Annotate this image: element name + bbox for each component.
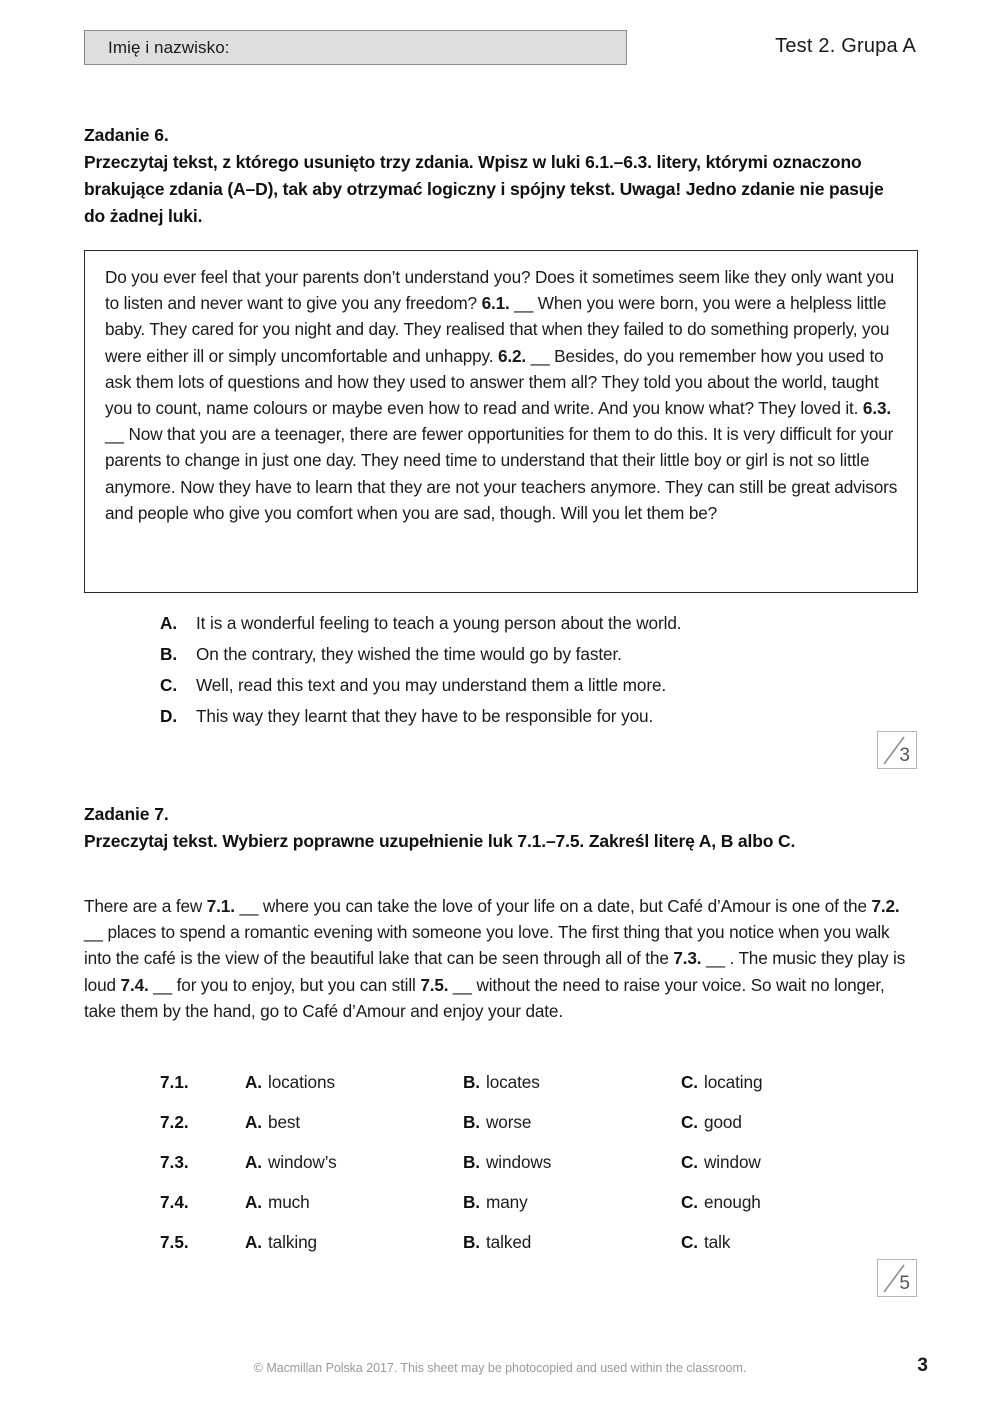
choice-a-text: locations — [268, 1072, 335, 1092]
name-field-label: Imię i nazwisko: — [108, 38, 230, 57]
choice-c[interactable] — [681, 1192, 860, 1213]
choice-a-text: much — [268, 1192, 310, 1212]
task-7-answer-grid — [160, 1072, 860, 1272]
passage-segment: __ Besides, do you remember how you used to ask them lots of questions and how they used to answer them all? They told you about the world, taught you to count, name colours or maybe even how to read and write. And you know what? They loved it. — [105, 345, 884, 419]
page-header — [84, 30, 916, 70]
choice-b-text: talked — [486, 1232, 532, 1252]
page-number: 3 — [917, 1355, 928, 1376]
choice-a-letter: A. — [245, 1232, 262, 1252]
passage-segment: __ for you to enjoy, but you can still — [148, 974, 421, 995]
choice-c-letter: C. — [681, 1112, 698, 1132]
option-text: On the contrary, they wished the time would go by faster. — [196, 644, 622, 664]
copyright-note: © Macmillan Polska 2017. This sheet may be photocopied and used within the classroom. — [253, 1361, 747, 1375]
choice-a[interactable] — [245, 1152, 463, 1173]
choice-b-text: locates — [486, 1072, 540, 1092]
choice-b[interactable] — [463, 1152, 681, 1173]
task-6-title: Zadanie 6. — [84, 125, 169, 145]
task-6-passage-text — [105, 264, 902, 526]
test-group-label: Test 2. Grupa A — [775, 35, 916, 57]
choice-c[interactable] — [681, 1152, 860, 1173]
choice-a-text: window’s — [268, 1152, 337, 1172]
choice-b-text: windows — [486, 1152, 552, 1172]
task-7-heading-block — [84, 801, 918, 855]
question-number: 7.2. — [160, 1112, 189, 1132]
task-6-instruction: Przeczytaj tekst, z którego usunięto trzy zdania. Wpisz w luki 6.1.–6.3. litery, którymi oznaczono brakujące zdania (A–D), tak aby otrzymać logiczny i spójny tekst. Uwaga! Jedno zdanie nie pasuje do żadnej luki. — [84, 152, 884, 226]
gap-marker: 7.5. — [420, 974, 449, 995]
list-item[interactable] — [160, 644, 860, 675]
choice-c-text: window — [704, 1152, 761, 1172]
question-number: 7.4. — [160, 1192, 189, 1212]
table-row — [160, 1072, 860, 1112]
choice-c-letter: C. — [681, 1192, 698, 1212]
passage-segment: Do you ever feel that your parents don’t understand you? Does it sometimes seem like they only want you to listen and never want to give you any freedom? — [105, 267, 894, 314]
choice-a[interactable] — [245, 1192, 463, 1213]
choice-a[interactable] — [245, 1112, 463, 1133]
choice-b[interactable] — [463, 1112, 681, 1133]
option-letter: B. — [160, 644, 178, 664]
option-letter: D. — [160, 706, 178, 726]
list-item[interactable] — [160, 675, 860, 706]
table-row — [160, 1192, 860, 1232]
task-6-score-value: 3 — [899, 745, 910, 766]
choice-c-letter: C. — [681, 1152, 698, 1172]
list-item[interactable] — [160, 613, 860, 644]
gap-marker: 7.4. — [120, 974, 149, 995]
option-text: This way they learnt that they have to be responsible for you. — [196, 706, 654, 726]
gap-marker: 7.2. — [871, 896, 900, 916]
task-7-score-box[interactable] — [877, 1259, 917, 1297]
gap-marker: 6.2. — [497, 345, 527, 366]
gap-marker: 7.1. — [206, 896, 235, 916]
table-row — [160, 1112, 860, 1152]
choice-a-letter: A. — [245, 1112, 262, 1132]
passage-segment: __ places to spend a romantic evening with someone you love. The first thing that you notice when you walk into the café is the view of the beautiful lake that can be seen through all of the — [84, 922, 890, 969]
choice-b-letter: B. — [463, 1112, 480, 1132]
choice-a[interactable] — [245, 1232, 463, 1253]
choice-b[interactable] — [463, 1072, 681, 1093]
gap-marker: 7.3. — [673, 948, 702, 969]
choice-a-letter: A. — [245, 1192, 262, 1212]
choice-c-letter: C. — [681, 1232, 698, 1252]
task-7-instruction: Przeczytaj tekst. Wybierz poprawne uzupełnienie luk 7.1.–7.5. Zakreśl literę A, B albo C. — [84, 831, 796, 851]
task-7-passage-text — [84, 893, 918, 1024]
gap-marker: 6.1. — [481, 293, 510, 314]
choice-a-letter: A. — [245, 1152, 262, 1172]
passage-segment: __ When you were born, you were a helpless little baby. They cared for you night and day. They realised that when they failed to do something properly, you were either ill or simply uncomfortable and unhappy. — [105, 293, 890, 366]
list-item[interactable] — [160, 706, 860, 737]
task-6-score-box[interactable] — [877, 731, 917, 769]
task-6-heading-block — [84, 122, 918, 230]
choice-a-text: talking — [268, 1232, 317, 1252]
passage-segment: __ where you can take the love of your life on a date, but Café d’Amour is one of the — [234, 896, 872, 916]
task-6-passage-box — [84, 250, 918, 593]
choice-b[interactable] — [463, 1232, 681, 1253]
option-letter: C. — [160, 675, 178, 695]
choice-c-text: enough — [704, 1192, 761, 1212]
task-7-title: Zadanie 7. — [84, 804, 169, 824]
option-text: Well, read this text and you may understand them a little more. — [196, 675, 667, 695]
table-row — [160, 1232, 860, 1272]
option-letter: A. — [160, 613, 178, 633]
choice-c-text: locating — [704, 1072, 763, 1092]
gap-marker: 6.3. — [862, 398, 891, 419]
choice-c[interactable] — [681, 1112, 860, 1133]
task-6-options-list — [160, 613, 860, 737]
choice-c-text: talk — [704, 1232, 731, 1252]
choice-b-letter: B. — [463, 1072, 480, 1092]
choice-a[interactable] — [245, 1072, 463, 1093]
question-number: 7.5. — [160, 1232, 189, 1252]
choice-b[interactable] — [463, 1192, 681, 1213]
choice-b-letter: B. — [463, 1232, 480, 1252]
choice-a-letter: A. — [245, 1072, 262, 1092]
option-text: It is a wonderful feeling to teach a young person about the world. — [196, 613, 682, 633]
passage-segment: __ without the need to raise your voice. So wait no longer, take them by the hand, go to Café d’Amour and enjoy your date. — [84, 974, 885, 1021]
passage-segment: __ . The music they play is loud — [84, 948, 906, 995]
choice-c[interactable] — [681, 1232, 860, 1253]
choice-c-text: good — [704, 1112, 742, 1132]
choice-c[interactable] — [681, 1072, 860, 1093]
question-number: 7.1. — [160, 1072, 189, 1092]
choice-b-text: many — [486, 1192, 528, 1212]
task-7-score-value: 5 — [899, 1273, 910, 1294]
choice-a-text: best — [268, 1112, 301, 1132]
passage-segment: __ Now that you are a teenager, there are fewer opportunities for them to do this. It is very difficult for your parents to change in just one day. They need time to understand that their little boy or girl is not so little anymore. Now they have to learn that they are not your teachers anymore. They can still be great advisors and people who give you comfort when you are sad, though. Will you let them be? — [105, 424, 898, 523]
passage-segment: There are a few — [84, 896, 207, 916]
choice-b-letter: B. — [463, 1192, 480, 1212]
name-input-field[interactable] — [84, 30, 627, 65]
choice-b-text: worse — [486, 1112, 532, 1132]
choice-c-letter: C. — [681, 1072, 698, 1092]
choice-b-letter: B. — [463, 1152, 480, 1172]
table-row — [160, 1152, 860, 1192]
question-number: 7.3. — [160, 1152, 189, 1172]
